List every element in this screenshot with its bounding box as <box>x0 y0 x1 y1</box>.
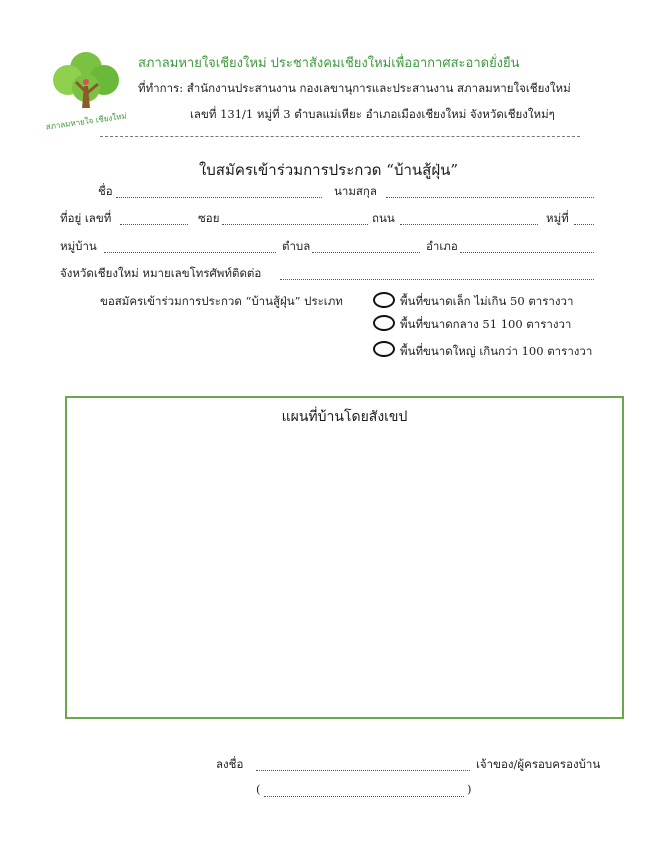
road-label: ถนน <box>372 211 395 225</box>
address-line: เลขที่ 131/1 หมู่ที่ 3 ตำบลแม่เหียะ อำเภอเมืองเชียงใหม่ จังหวัดเชียงใหม่ๆ <box>190 107 555 121</box>
address-no-field[interactable] <box>120 214 188 225</box>
form-title: ใบสมัครเข้าร่วมการประกวด “บ้านสู้ฝุ่น” <box>198 161 459 179</box>
category-prompt: ขอสมัครเข้าร่วมการประกวด “บ้านสู้ฝุ่น” ประเภท <box>100 294 343 308</box>
option-large-radio[interactable] <box>373 341 395 357</box>
printed-name-close-paren: ) <box>467 782 472 796</box>
office-line: ที่ทำการ: สำนักงานประสานงาน กองเลขานุการและประสานงาน สภาลมหายใจเชียงใหม่ <box>138 81 571 95</box>
amphoe-field[interactable] <box>460 242 594 253</box>
road-field[interactable] <box>400 214 538 225</box>
printed-name-open-paren: ( <box>256 782 261 796</box>
soi-field[interactable] <box>222 214 368 225</box>
org-name: สภาลมหายใจเชียงใหม่ ประชาสังคมเชียงใหม่เพื่ออากาศสะอาดยั่งยืน <box>138 56 520 71</box>
map-title: แผนที่บ้านโดยสังเขป <box>281 409 408 425</box>
signature-label: ลงชื่อ <box>216 757 244 771</box>
header-separator <box>100 136 580 137</box>
amphoe-label: อำเภอ <box>426 239 458 253</box>
moo-field[interactable] <box>574 214 594 225</box>
soi-label: ซอย <box>198 211 220 225</box>
phone-field[interactable] <box>280 269 594 280</box>
address-no-label: ที่อยู่ เลขที่ <box>60 211 112 225</box>
phone-label: จังหวัดเชียงใหม่ หมายเลขโทรศัพท์ติดต่อ <box>60 266 262 280</box>
surname-label: นามสกุล <box>334 184 377 198</box>
map-sketch-area[interactable] <box>65 396 624 719</box>
logo-text: สภาลมหายใจ เชียงใหม่ <box>45 111 128 132</box>
option-small-label: พื้นที่ขนาดเล็ก ไม่เกิน 50 ตารางวา <box>400 294 574 308</box>
association-logo <box>40 46 132 132</box>
tambon-label: ตำบล <box>282 239 311 253</box>
option-medium-label: พื้นที่ขนาดกลาง 51 100 ตารางวา <box>400 317 572 331</box>
owner-role: เจ้าของ/ผู้ครอบครองบ้าน <box>476 757 601 771</box>
option-small-radio[interactable] <box>373 292 395 308</box>
printed-name-field[interactable] <box>264 786 464 797</box>
surname-field[interactable] <box>386 187 594 198</box>
name-field[interactable] <box>116 187 322 198</box>
name-label: ชื่อ <box>98 184 113 198</box>
village-field[interactable] <box>104 242 276 253</box>
option-medium-radio[interactable] <box>373 315 395 331</box>
village-label: หมู่บ้าน <box>60 239 97 253</box>
tambon-field[interactable] <box>312 242 420 253</box>
signature-field[interactable] <box>256 760 470 771</box>
moo-label: หมู่ที่ <box>546 211 569 225</box>
option-large-label: พื้นที่ขนาดใหญ่ เกินกว่า 100 ตารางวา <box>400 344 593 358</box>
